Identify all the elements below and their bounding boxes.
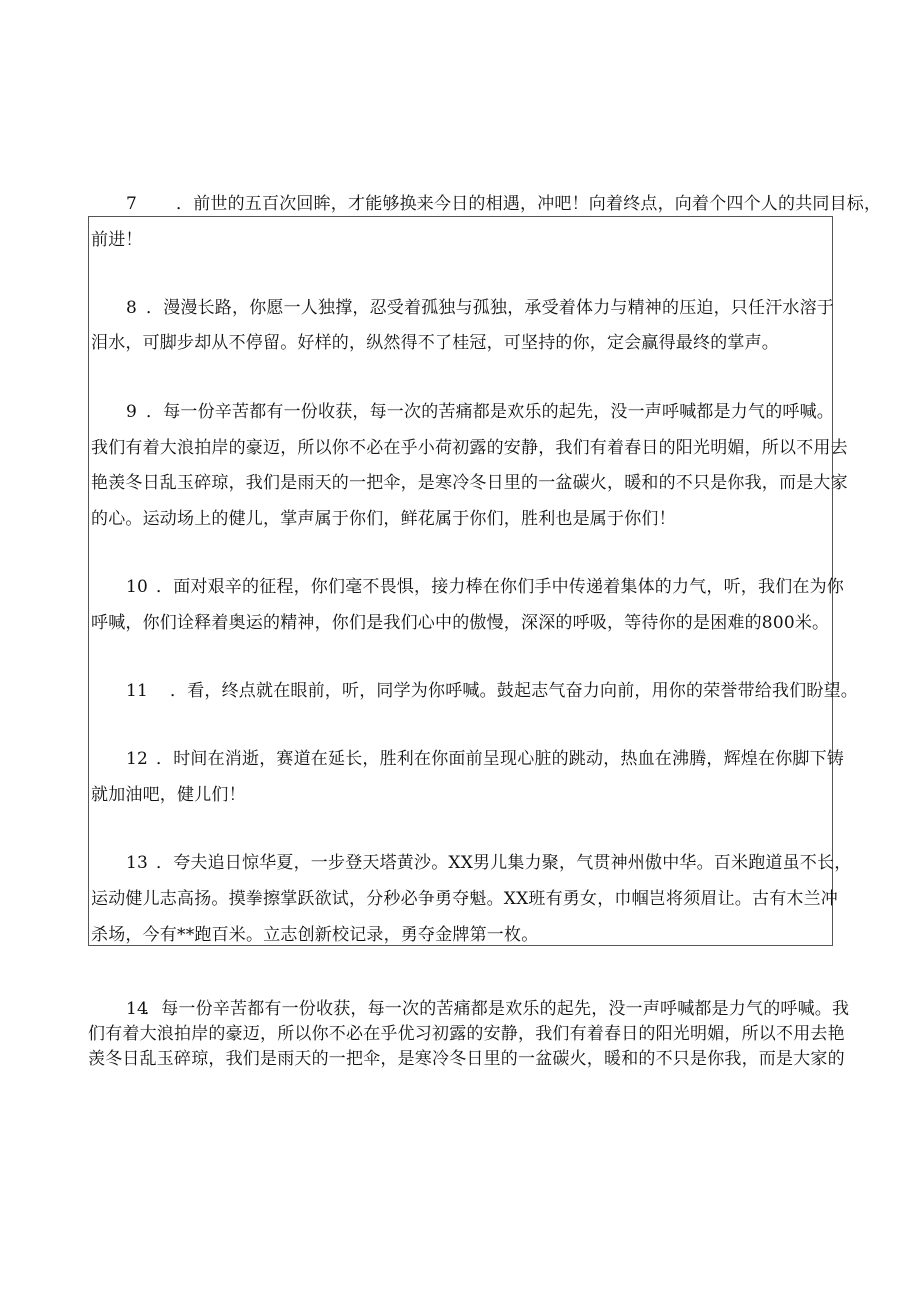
item-11-line-1: 11 ．看，终点就在眼前，听，同学为你呼喊。鼓起志气奋力向前，用你的荣誉带给我们盼望。 [126, 681, 858, 701]
item-8-number: 8 [126, 298, 138, 318]
item-9-line-2: 我们有着大浪拍岸的豪迈，所以你不必在乎小荷初露的安静，我们有着春日的阳光明媚，所以不用去 [91, 438, 848, 458]
item-9-number: 9 [126, 402, 138, 422]
item-10-line-2: 呼喊，你们诠释着奥运的精神，你们是我们心中的傲慢，深深的呼吸，等待你的是困难的800米。 [91, 613, 830, 633]
item-12-line-1: 12 ．时间在消逝，赛道在延长，胜利在你面前呈现心脏的跳动，热血在沸腾，辉煌在你脚下铸 [126, 749, 844, 769]
item-12-line-2: 就加油吧，健儿们！ [91, 785, 246, 805]
item-14-line-2: 们有着大浪拍岸的豪迈，所以你不必在乎优习初露的安静，我们有着春日的阳光明媚，所以不用去艳 [88, 1024, 845, 1044]
item-8-line-2: 泪水，可脚步却从不停留。好样的，纵然得不了桂冠，可坚持的你，定会赢得最终的掌声。 [91, 333, 779, 353]
item-8-line-1: 8 ．漫漫长路，你愿一人独撑，忍受着孤独与孤独，承受着体力与精神的压迫，只任汗水溶于 [126, 298, 834, 318]
item-9-line-4: 的心。运动场上的健儿，掌声属于你们，鲜花属于你们，胜利也是属于你们！ [91, 509, 676, 529]
item-12-number: 12 [126, 749, 149, 769]
item-7-number: 7 [126, 194, 138, 214]
item-10-number: 10 [126, 577, 149, 597]
item-13-line-3: 杀场，今有**跑百米。立志创新校记录，勇夺金牌第一枚。 [91, 925, 539, 945]
item-11-number: 11 [126, 681, 149, 701]
item-13-line-2: 运动健儿志高扬。摸拳擦掌跃欲试，分秒必争勇夺魁。XX班有勇女，巾帼岂将须眉让。古有木兰冲 [91, 889, 839, 909]
item-13-number: 13 [126, 853, 149, 873]
item-13-line-1: 13 ．夸夫追日惊华夏，一步登天塔黄沙。XX男儿集力聚，气贯神州傲中华。百米跑道虽不长， [126, 853, 852, 873]
item-14-line-1: 14．每一份辛苦都有一份收获，每一次的苦痛都是欢乐的起先，没一声呼喊都是力气的呼喊。我 [126, 999, 850, 1019]
item-9-line-3: 艳羡冬日乱玉碎琼，我们是雨天的一把伞，是寒冷冬日里的一盆碳火，暖和的不只是你我，而是大家 [91, 473, 848, 493]
item-7-line-2: 前进！ [91, 230, 143, 250]
item-14-number: 14 [126, 999, 149, 1019]
item-7-line-1: 7 ．前世的五百次回眸，才能够换来今日的相遇，冲吧！向着终点，向着个四个人的共同目标， [126, 194, 882, 214]
item-10-line-1: 10 ．面对艰辛的征程，你们毫不畏惧，接力棒在你们手中传递着集体的力气，听，我们在为你 [126, 577, 844, 597]
item-9-line-1: 9 ．每一份辛苦都有一份收获，每一次的苦痛都是欢乐的起先，没一声呼喊都是力气的呼喊。 [126, 402, 834, 422]
item-14-line-3: 羡冬日乱玉碎琼，我们是雨天的一把伞，是寒冷冬日里的一盆碳火，暖和的不只是你我，而是大家的 [88, 1049, 845, 1069]
